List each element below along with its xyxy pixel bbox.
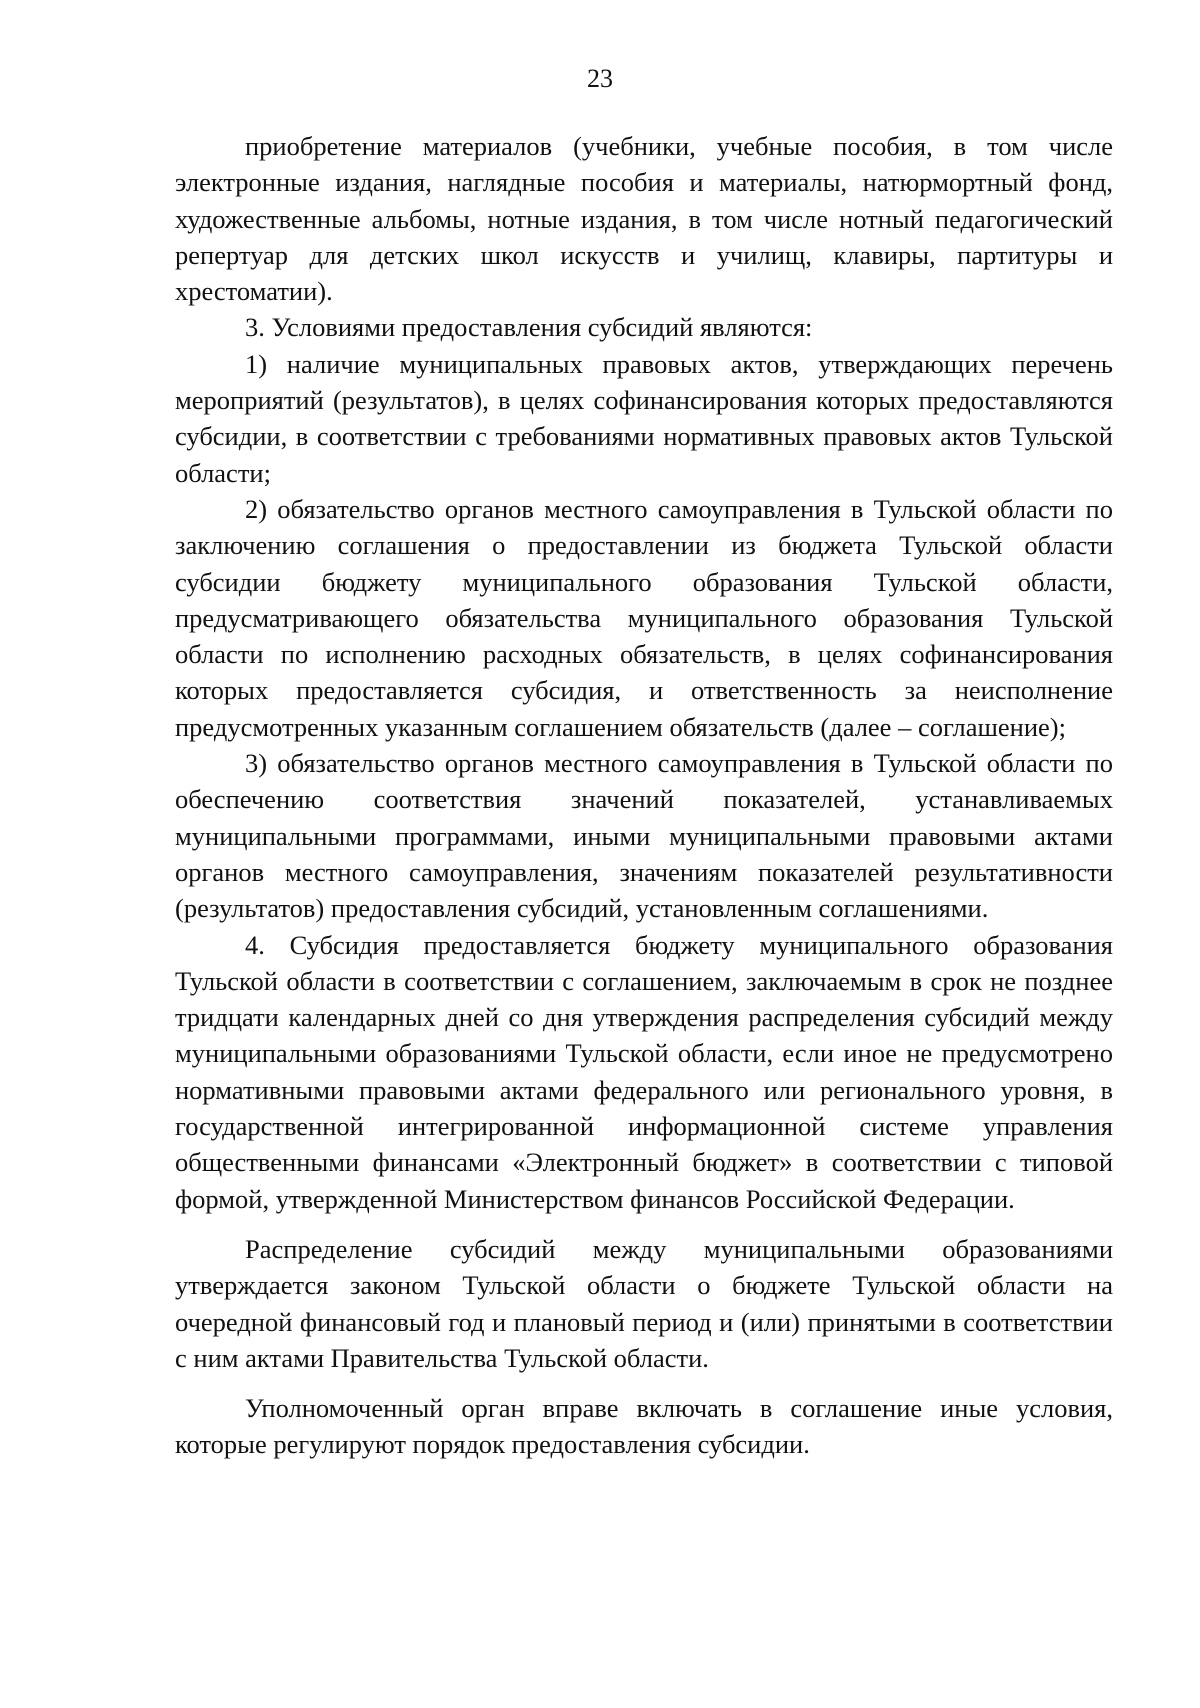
paragraph-materials-list: приобретение материалов (учебники, учебные пособия, в том числе электронные издания, наглядные пособия и материалы, натюрмортный фонд, художественные альбомы, нотные издания, в том числе нотный педагогический репертуар для детских школ искусств и училищ, клавиры, партитуры и хрестоматии). xyxy=(175,131,1113,307)
paragraph-condition-3: 3) обязательство органов местного самоуправления в Тульской области по обеспечению соответствия значений показателей, устанавливаемых муниципальными программами, иными муниципальными правовыми актами органов местного самоуправления, значениям показателей результативности (результатов) предоставления субсидий, установленным соглашениями. xyxy=(175,748,1113,924)
paragraph-section-3-heading: 3. Условиями предоставления субсидий являются: xyxy=(245,312,813,343)
paragraph-authorized-body: Уполномоченный орган вправе включать в соглашение иные условия, которые регулируют порядок предоставления субсидии. xyxy=(175,1393,1113,1460)
page-number: 23 xyxy=(587,64,613,93)
document-body xyxy=(175,128,1113,1463)
paragraph-condition-1: 1) наличие муниципальных правовых актов, утверждающих перечень мероприятий (результатов), в целях софинансирования которых предоставляются субсидии, в соответствии с требованиями нормативных правовых актов Тульской области; xyxy=(175,348,1113,488)
paragraph-distribution: Распределение субсидий между муниципальными образованиями утверждается законом Тульской области о бюджете Тульской области на очередной финансовый год и плановый период и (или) принятыми в соответствии с ним актами Правительства Тульской области. xyxy=(175,1233,1113,1373)
paragraph-condition-2: 2) обязательство органов местного самоуправления в Тульской области по заключению соглашения о предоставлении из бюджета Тульской области субсидии бюджету муниципального образования Тульской области, предусматривающего обязательства муниципального образования Тульской области по исполнению расходных обязательств, в целях софинансирования которых предоставляется субсидия, и ответственность за неисполнение предусмотренных указанным соглашением обязательств (далее – соглашение); xyxy=(175,493,1113,742)
paragraph-section-4: 4. Субсидия предоставляется бюджету муниципального образования Тульской области в соответствии с соглашением, заключаемым в срок не позднее тридцати календарных дней со дня утверждения распределения субсидий между муниципальными образованиями Тульской области, если иное не предусмотрено нормативными правовыми актами федерального или регионального уровня, в государственной интегрированной информационной системе управления общественными финансами «Электронный бюджет» в соответствии с типовой формой, утвержденной Министерством финансов Российской Федерации. xyxy=(175,929,1113,1214)
